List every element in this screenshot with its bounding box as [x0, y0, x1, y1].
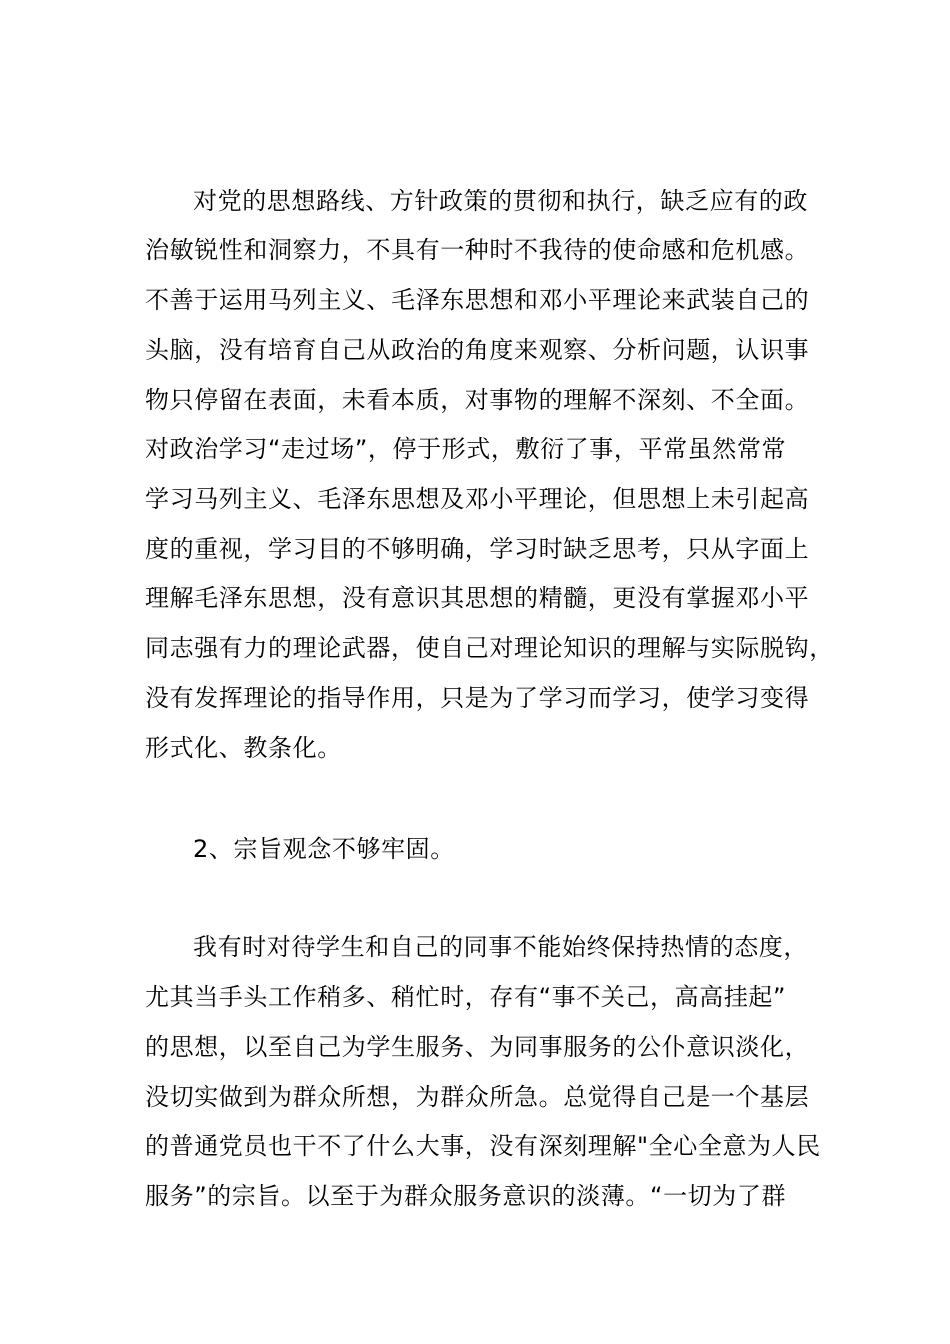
paragraph-1-line: 物只停留在表面，未看本质，对事物的理解不深刻、不全面。 — [145, 386, 810, 414]
paragraph-2-line: 的思想，以至自己为学生服务、为同事服务的公仆意识淡化， — [145, 1033, 810, 1061]
paragraph-2-line: 尤其当手头工作稍多、稍忙时，存有“事不关己，高高挂起” — [145, 983, 787, 1011]
paragraph-1-line: 度的重视，学习目的不够明确，学习时缺乏思考，只从字面上 — [145, 535, 810, 563]
paragraph-1-line: 不善于运用马列主义、毛泽东思想和邓小平理论来武装自己的 — [145, 286, 810, 314]
paragraph-2-line: 服务”的宗旨。以至于为群众服务意识的淡薄。“一切为了群 — [145, 1182, 787, 1210]
paragraph-1-line: 理解毛泽东思想，没有意识其思想的精髓，更没有掌握邓小平 — [145, 584, 810, 612]
paragraph-1-line: 形式化、教条化。 — [145, 734, 342, 762]
paragraph-1-line: 同志强有力的理论武器，使自己对理论知识的理解与实际脱钩， — [145, 634, 834, 662]
paragraph-1-line: 头脑，没有培育自己从政治的角度来观察、分析问题，认识事 — [145, 336, 810, 364]
section-heading: 2、宗旨观念不够牢固。 — [193, 835, 455, 863]
paragraph-1-line: 对政治学习“走过场”，停于形式，敷衍了事，平常虽然常常 — [145, 435, 787, 463]
paragraph-1-line: 对党的思想路线、方针政策的贯彻和执行，缺乏应有的政 — [193, 187, 808, 215]
paragraph-2-line: 没切实做到为群众所想，为群众所急。总觉得自己是一个基层 — [145, 1083, 810, 1111]
paragraph-1-line: 治敏锐性和洞察力，不具有一种时不我待的使命感和危机感。 — [145, 236, 810, 264]
paragraph-1-line: 没有发挥理论的指导作用，只是为了学习而学习，使学习变得 — [145, 684, 810, 712]
paragraph-2-line: 的普通党员也干不了什么大事，没有深刻理解"全心全意为人民 — [145, 1132, 821, 1160]
paragraph-1-line: 学习马列主义、毛泽东思想及邓小平理论，但思想上未引起高 — [145, 485, 810, 513]
paragraph-2-line: 我有时对待学生和自己的同事不能始终保持热情的态度， — [193, 933, 808, 961]
